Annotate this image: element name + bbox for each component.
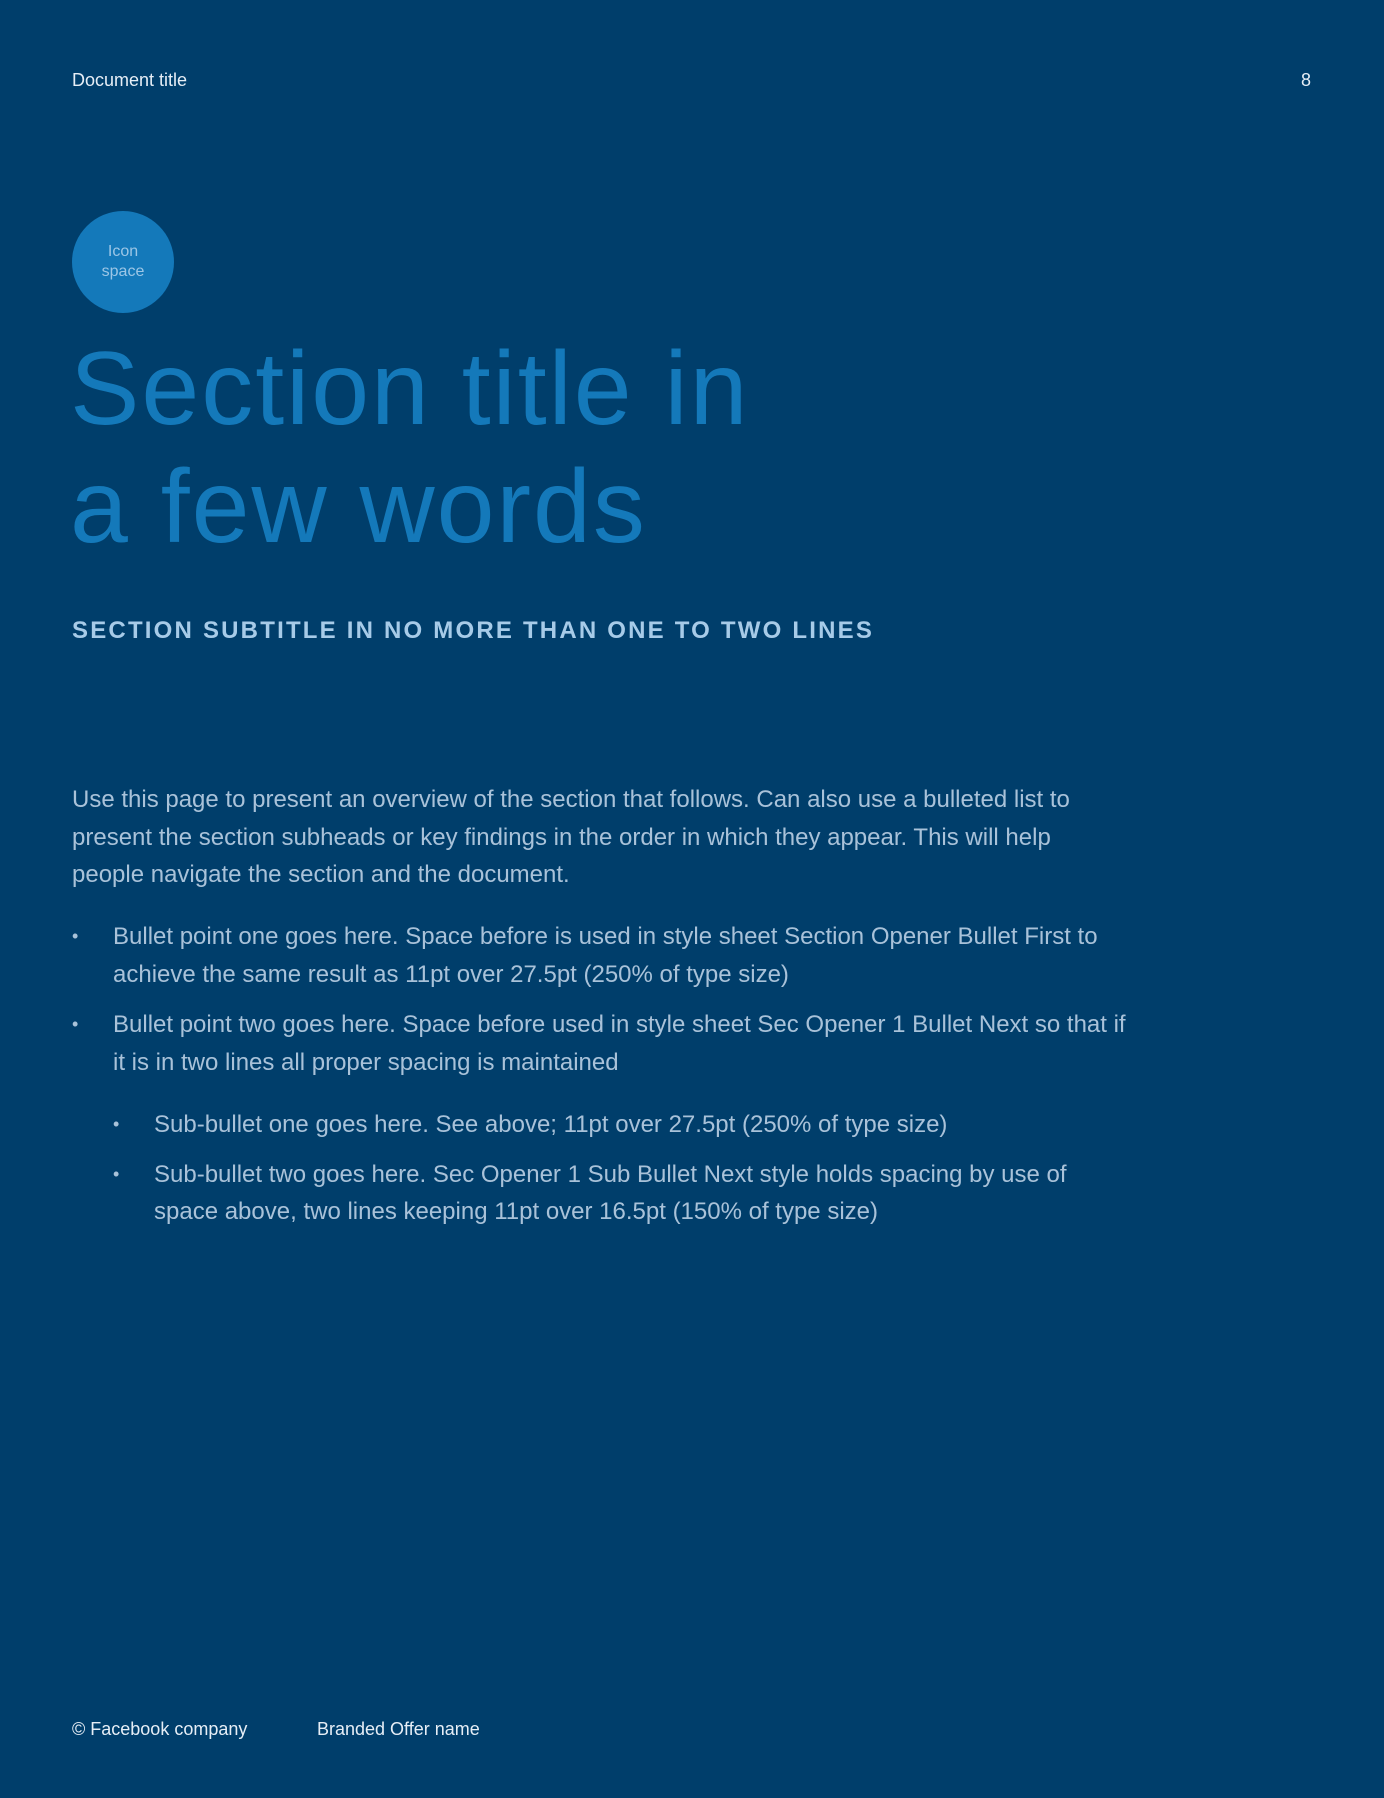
section-title-line1: Section title in — [70, 331, 750, 447]
page-number: 8 — [1300, 70, 1311, 90]
icon-placeholder-label — [93, 242, 153, 282]
section-title — [70, 330, 970, 566]
section-title-line2: a few words — [70, 449, 647, 565]
sub-bullet-item-two: • Sub-bullet two goes here. Sec Opener 1 Sub Bullet Next style holds spacing by use of space above, two lines keeping 11pt over 16.5pt (150% of type size) — [113, 1156, 1132, 1231]
icon-placeholder-line1: Icon — [107, 243, 139, 260]
document-title: Document title — [72, 70, 188, 90]
sub-bullet-item-one: • Sub-bullet one goes here. See above; 11pt over 27.5pt (250% of type size) — [113, 1106, 1132, 1144]
bullet-item-two: • Bullet point two goes here. Space before used in style sheet Sec Opener 1 Bullet Next so that if it is in two lines all proper spacing is maintained — [72, 1006, 1132, 1081]
section-subtitle: SECTION SUBTITLE IN NO MORE THAN ONE TO TWO LINES — [72, 617, 875, 644]
bullet-item-one: • Bullet point one goes here. Space before is used in style sheet Section Opener Bullet First to achieve the same result as 11pt over 27.5pt (250% of type size) — [72, 918, 1132, 993]
footer-copyright: © Facebook company — [72, 1719, 248, 1739]
icon-placeholder-line2: space — [101, 263, 145, 280]
section-intro-paragraph: Use this page to present an overview of the section that follows. Can also use a bulleted list to present the section subheads or key findings in the order in which they appear. This will help people navigate the section and the document. — [72, 786, 1070, 888]
footer-offer-name: Branded Offer name — [317, 1719, 480, 1739]
icon-placeholder-circle — [72, 211, 174, 313]
bullet-list — [72, 918, 1132, 1231]
